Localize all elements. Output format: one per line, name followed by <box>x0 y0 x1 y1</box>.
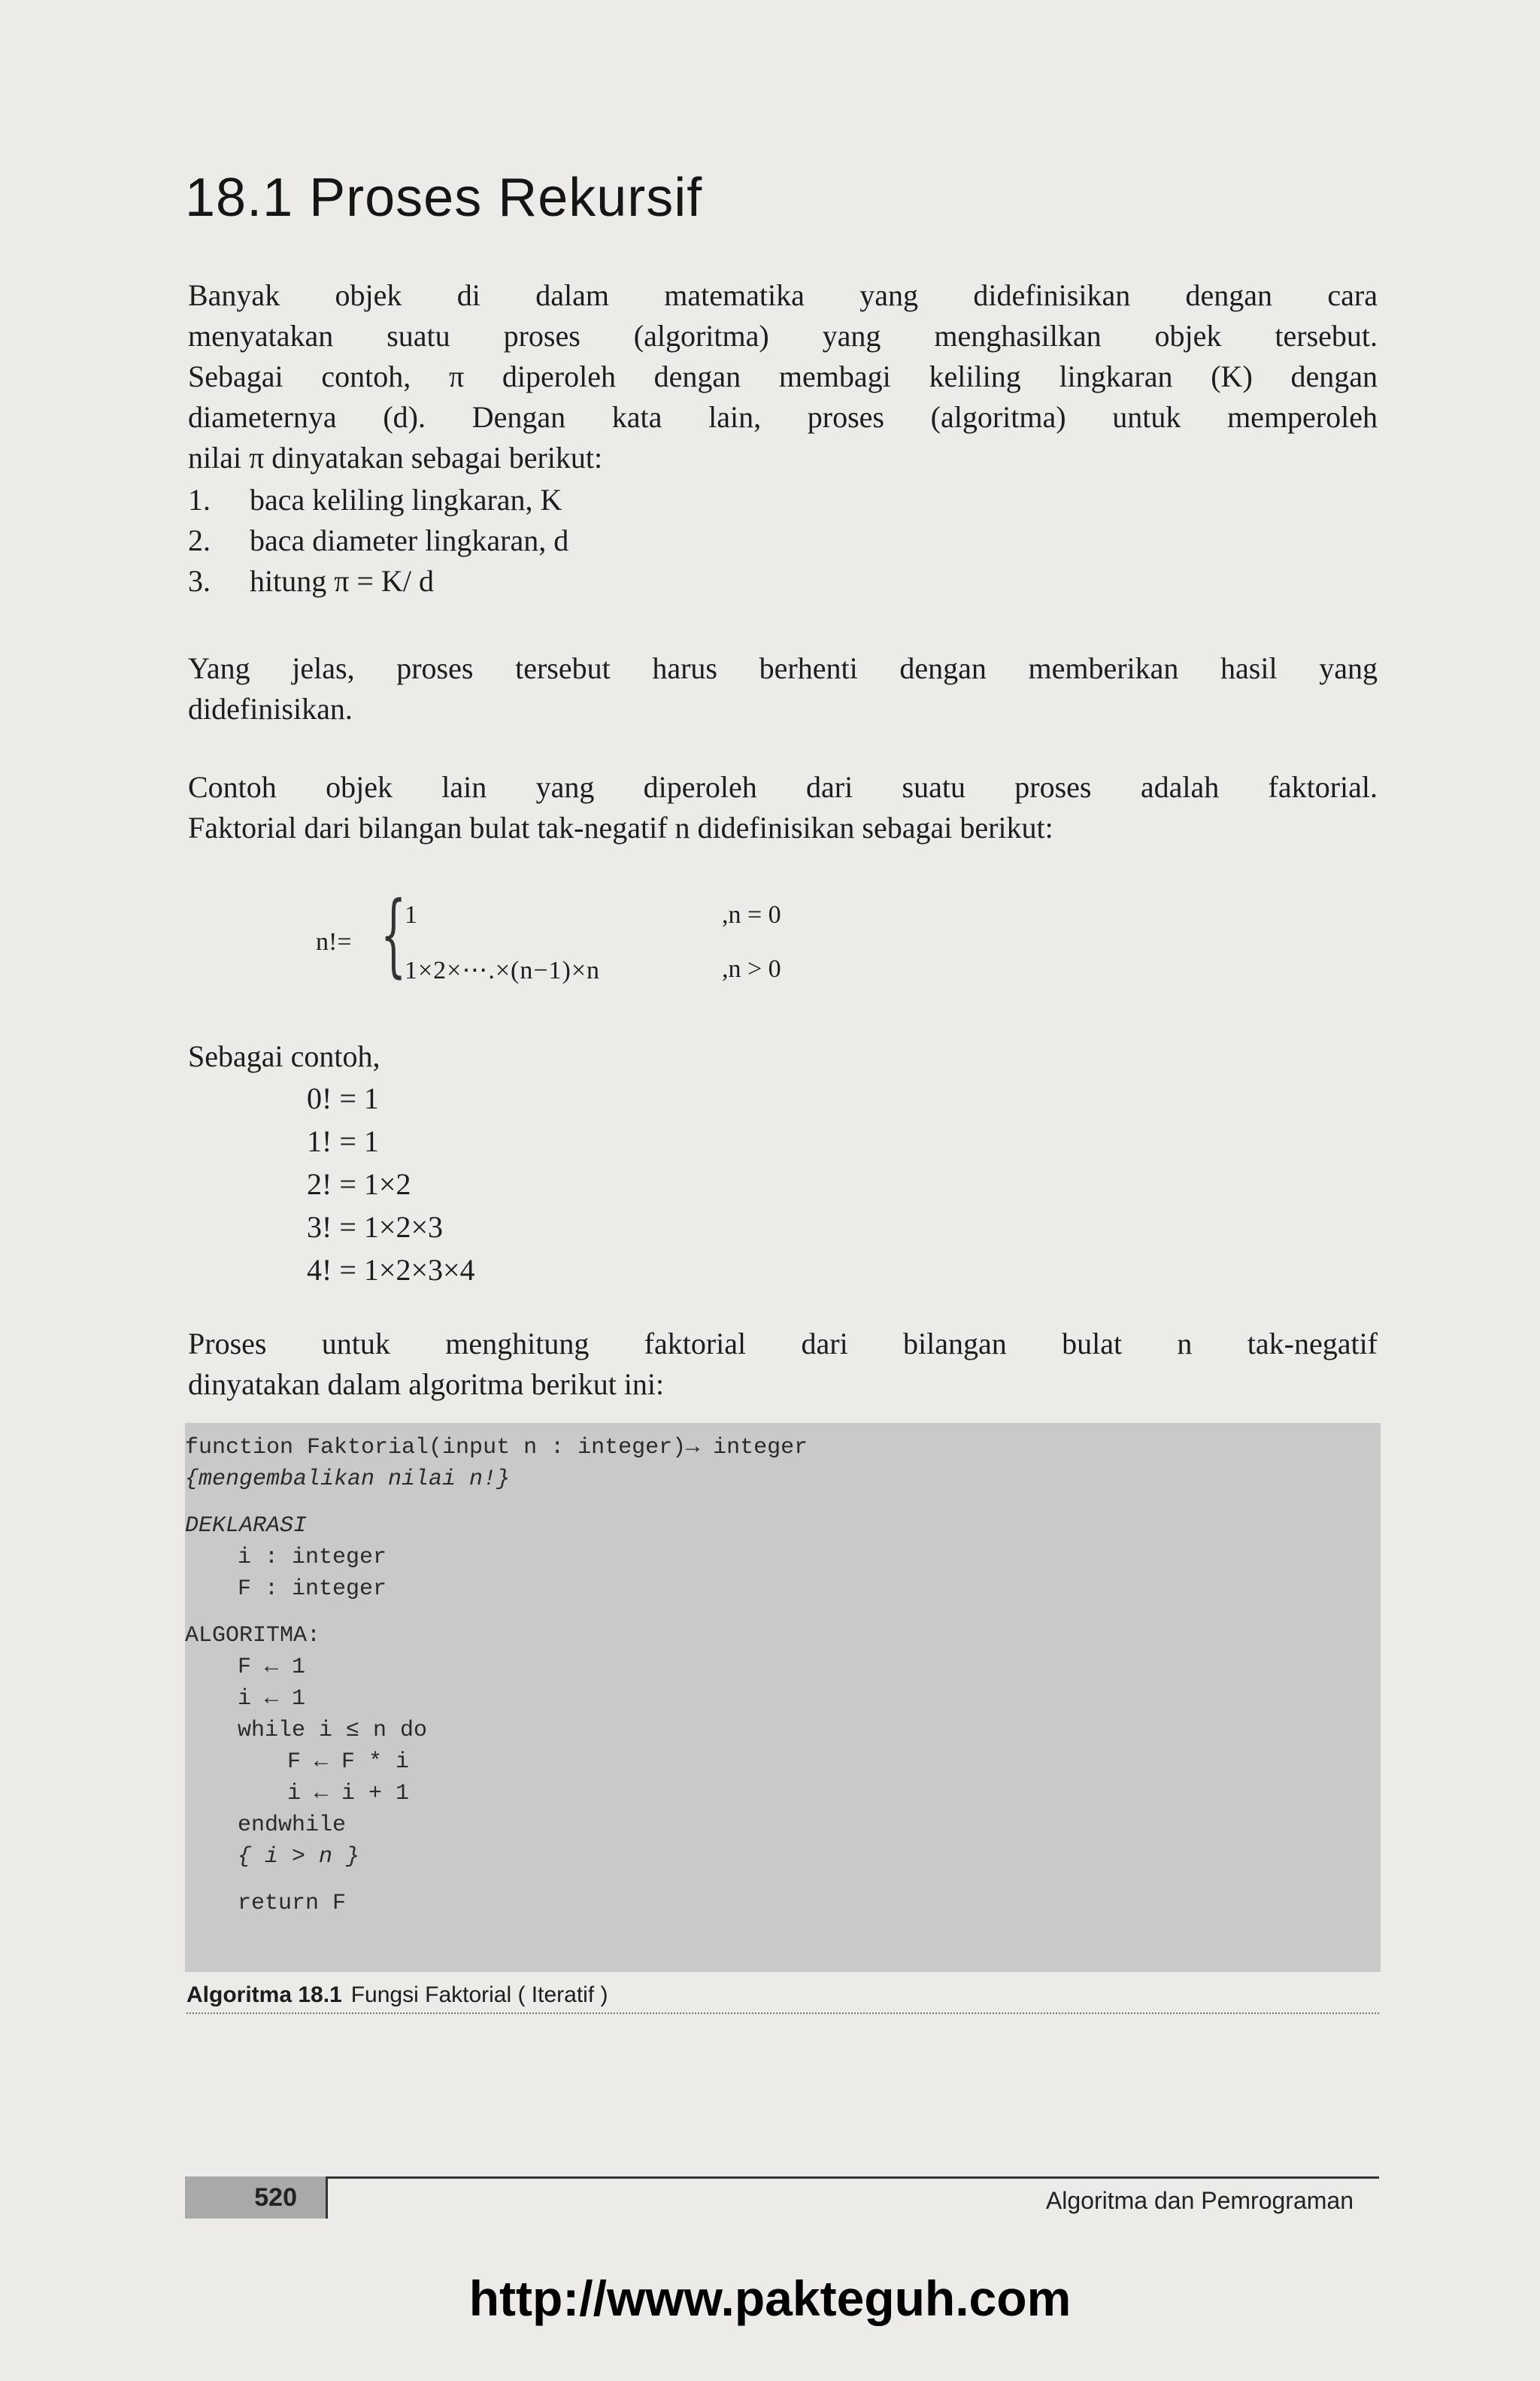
list-item: 1! = 1 <box>307 1124 379 1158</box>
pi-steps-list <box>188 480 568 602</box>
text-line: nilai π dinyatakan sebagai berikut: <box>188 441 603 475</box>
code-algorithm-title: ALGORITMA: <box>185 1623 321 1649</box>
formula-case-1: 1 <box>405 901 417 929</box>
caption-label: Algoritma 18.1 <box>186 1982 342 2007</box>
code-line: F ← F * i <box>287 1749 410 1775</box>
text-line: menyatakan suatu proses (algoritma) yang menghasilkan objek tersebut. <box>188 319 1378 353</box>
list-item: 1. baca keliling lingkaran, K <box>188 483 562 517</box>
list-item: 4! = 1×2×3×4 <box>307 1253 475 1287</box>
factorial-formula <box>316 883 857 991</box>
code-line: while i ≤ n do <box>238 1718 428 1743</box>
formula-condition-2: ,n > 0 <box>722 955 781 983</box>
text-line: Faktorial dari bilangan bulat tak-negatif n didefinisikan sebagai berikut: <box>188 811 1053 845</box>
code-line: i : integer <box>238 1545 387 1570</box>
paragraph-algorithm-intro <box>188 1324 1378 1405</box>
factorial-examples <box>307 1077 475 1291</box>
code-line: i ← i + 1 <box>287 1781 410 1806</box>
footer-rule <box>185 2176 1379 2179</box>
formula-brace: { <box>380 883 407 987</box>
text-line: Contoh objek lain yang diperoleh dari suatu proses adalah faktorial. <box>188 770 1378 804</box>
code-comment: {mengembalikan nilai n!} <box>185 1467 511 1492</box>
examples-intro <box>188 1036 1378 1077</box>
text-line: Proses untuk menghitung faktorial dari bilangan bulat n tak-negatif <box>188 1327 1378 1360</box>
code-line: F ← 1 <box>238 1655 306 1680</box>
list-item: 2. baca diameter lingkaran, d <box>188 523 569 557</box>
text-line: didefinisikan. <box>188 692 353 726</box>
book-title: Algoritma dan Pemrograman <box>1045 2187 1354 2214</box>
code-line: endwhile <box>238 1812 347 1838</box>
section-heading: 18.1 Proses Rekursif <box>185 168 703 228</box>
list-item: 3! = 1×2×3 <box>307 1210 443 1244</box>
code-line: return F <box>238 1891 347 1916</box>
formula-condition-1: ,n = 0 <box>722 901 781 929</box>
formula-case-2: 1×2×⋯.×(n−1)×n <box>405 957 601 984</box>
paragraph-halting <box>188 648 1378 729</box>
code-line: i ← 1 <box>238 1686 306 1712</box>
watermark-url: http://www.pakteguh.com <box>468 2270 1072 2326</box>
caption-text: Fungsi Faktorial ( Iteratif ) <box>350 1982 608 2007</box>
algorithm-code-block <box>185 1423 1381 1972</box>
page-number: 520 <box>185 2176 328 2219</box>
text-line: Sebagai contoh, π diperoleh dengan membagi keliling lingkaran (K) dengan <box>188 359 1378 393</box>
code-line: { i > n } <box>238 1844 360 1870</box>
text-line: Banyak objek di dalam matematika yang didefinisikan dengan cara <box>188 278 1378 312</box>
list-item: 3. hitung π = K/ d <box>188 564 434 598</box>
formula-lhs: n!= <box>316 928 352 956</box>
list-item: 0! = 1 <box>307 1081 379 1115</box>
text-line: diameternya (d). Dengan kata lain, proses (algoritma) untuk memperoleh <box>188 400 1378 434</box>
text-line: Sebagai contoh, <box>188 1039 380 1073</box>
text-line: dinyatakan dalam algoritma berikut ini: <box>188 1367 665 1401</box>
code-line: F : integer <box>238 1576 387 1602</box>
list-item: 2! = 1×2 <box>307 1167 411 1201</box>
algorithm-caption <box>186 1982 1379 2014</box>
code-declaration-title: DEKLARASI <box>185 1513 308 1539</box>
paragraph-factorial <box>188 767 1378 848</box>
intro-paragraph <box>188 275 1378 478</box>
text-line: Yang jelas, proses tersebut harus berhenti dengan memberikan hasil yang <box>188 651 1378 685</box>
code-header: function Faktorial(input n : integer)→ integer <box>185 1435 808 1460</box>
